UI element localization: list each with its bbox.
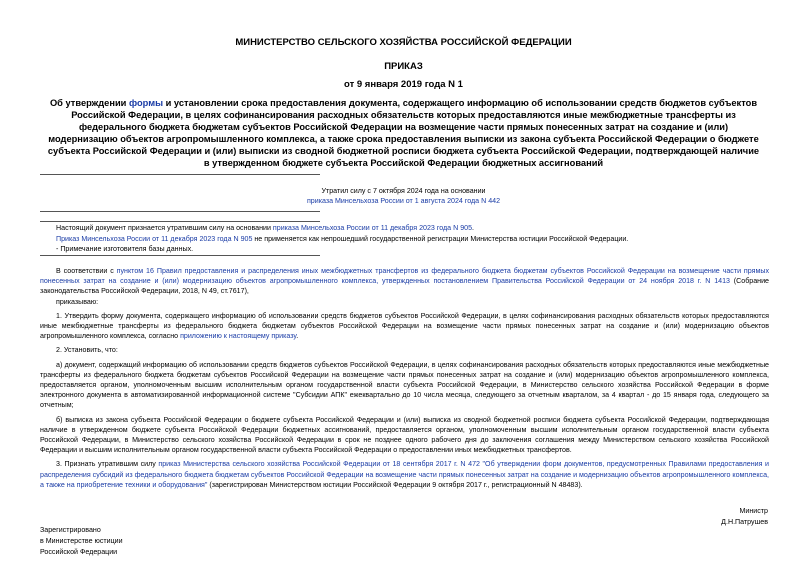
body-text: (зарегистрирован Министерством юстиции Российской Федерации 9 октября 2017 г., регистрационный N 48483). xyxy=(207,480,583,489)
note-line-3: - Примечание изготовителя базы данных. xyxy=(56,245,194,253)
title-form-link[interactable]: формы xyxy=(128,98,164,108)
note-line-1 xyxy=(56,223,776,234)
order-body xyxy=(40,266,769,490)
body-text: 3. Признать утратившим силу xyxy=(56,460,159,469)
document-title xyxy=(45,98,762,169)
title-text-rest: и установлении срока предоставления документа, содержащего информацию об использовании средств бюджетов субъектов Российской Федерации, в целях софинансирования расходных обязательств которых предоставляются иные межбюджетные трансферты из федерального бюджета бюджетам субъектов Российской Федерации на возмещение части прямых понесенных затрат на создание и (или) модернизацию объектов агропромышленного комплекса, а также срока предоставления выписки из закона субъекта Российской Федерации о бюджете субъекта Российской Федерации и (или) выписки из сводной бюджетной росписи бюджета субъекта Российской Федерации, подтверждающей наличие в утвержденном бюджете субъекта Российской Федерации бюджетных ассигнований xyxy=(47,98,760,168)
appendix-link[interactable]: приложению к настоящему приказу xyxy=(180,332,297,341)
note-text: не применяется как непрошедший государственной регистрации Министерства юстиции Российской Федерации. xyxy=(252,235,629,243)
clause-2b: б) выписка из закона субъекта Российской Федерации о бюджете субъекта Российской Федерации и (или) выписка из сводной бюджетной росписи бюджета субъекта Российской Федерации, подтверждающая наличие в утвержденном бюджете субъекта Российской Федерации бюджетных ассигнований, предоставляется органом, уполномоченным высшим исполнительным органом государственной власти субъекта Российской Федерации, в Министерство сельского хозяйства Российской Федерации в срок не позднее одного рабочего дня до заключения соглашения между Министерством сельского хозяйства Российской Федерации и высшим исполнительным органом государственной власти субъекта Российской Федерации о предоставлении иных межбюджетных трансфертов. xyxy=(40,415,769,455)
clause-1 xyxy=(40,311,769,342)
signature-position: Министр xyxy=(739,507,768,515)
body-text: . xyxy=(296,332,299,341)
order-word: приказываю: xyxy=(56,297,99,306)
clause-2: 2. Установить, что: xyxy=(56,346,118,355)
body-text: 1. Утвердить форму документа, содержащего информацию об использовании средств бюджетов субъектов Российской Федерации, в целях софинансирования расходных обязательств которых предоставляются иные межбюджетные трансферты из федерального бюджета бюджетам субъектов Российской Федерации на возмещение части прямых понесенных затрат на создание и (или) модернизацию объектов агропромышленного комплекса, согласно xyxy=(40,311,769,341)
rules-point-16-link[interactable]: пунктом 16 Правил предоставления и распределения иных межбюджетных трансфертов из федерального бюджета бюджетам субъектов Российской Федерации на возмещение части прямых понесенных затрат на создание и (или) модернизацию объектов агропромышленного комплекса, утвержденных постановлением Правительства Российской Федерации от 24 ноября 2018 г. N 1413 xyxy=(40,267,770,286)
registration-line: Зарегистрировано xyxy=(40,526,101,534)
signature-name: Д.Н.Патрушев xyxy=(721,518,768,526)
separator-line xyxy=(40,174,320,175)
lost-force-notice xyxy=(40,186,767,206)
body-text: В соответствии с xyxy=(56,267,117,275)
note-order-905-link-2[interactable]: Приказ Минсельхоза России от 11 декабря 2023 года N 905 xyxy=(56,235,253,243)
document-type: ПРИКАЗ xyxy=(384,61,423,72)
document-date-number: от 9 января 2019 года N 1 xyxy=(344,79,463,90)
note-text: Настоящий документ признается утратившим силу на основании xyxy=(56,224,273,232)
note-text: . xyxy=(472,224,475,232)
lost-force-link[interactable]: приказа Минсельхоза России от 1 августа 2024 года N 442 xyxy=(306,197,501,205)
title-text-start: Об утверждении xyxy=(49,98,129,108)
lost-force-text: Утратил силу с 7 октября 2024 года на основании xyxy=(321,187,486,195)
signature-block xyxy=(721,506,768,528)
registration-line: в Министерстве юстиции xyxy=(40,537,123,545)
ministry-heading: МИНИСТЕРСТВО СЕЛЬСКОГО ХОЗЯЙСТВА РОССИЙСКОЙ ФЕДЕРАЦИИ xyxy=(235,37,572,48)
registration-block xyxy=(40,525,123,558)
note-order-905-link[interactable]: приказа Минсельхоза России от 11 декабря 2023 года N 905 xyxy=(272,224,473,232)
clause-3 xyxy=(40,459,769,490)
body-text: (Собрание законодательства Российской Федерации, 2018, N 49, ст.7617), xyxy=(40,277,769,296)
separator-line xyxy=(40,255,320,256)
separator-line xyxy=(40,221,320,222)
registration-line: Российской Федерации xyxy=(40,548,118,556)
preamble xyxy=(40,266,769,297)
order-472-link[interactable]: приказ Министерства сельского хозяйства Российской Федерации от 18 сентября 2017 г. N 472 "Об утверждении форм документов, предусмотренных Правилами предоставления и распределения субсидий из федерального бюджета бюджетам субъектов Российской Федерации на возмещение части прямых понесенных затрат на создание и модернизацию объектов агропромышленного комплекса, а также на приобретение техники и оборудования" xyxy=(40,460,769,489)
separator-line xyxy=(40,211,320,212)
clause-2a: а) документ, содержащий информацию об использовании средств бюджетов субъектов Российской Федерации, в целях софинансирования расходных обязательств которых предоставляются иные межбюджетные трансферты из федерального бюджета бюджетам субъектов Российской Федерации на возмещение части прямых понесенных затрат на создание и (или) модернизацию объектов агропромышленного комплекса, предоставляется органом, уполномоченным высшим исполнительным органом государственной власти субъекта Российской Федерации, в Министерство сельского хозяйства Российской Федерации в форме электронного документа в автоматизированной информационной системе "Субсидии АПК" ежеквартально до 10 числа месяца, следующего за отчетным кварталом, за 4 квартал - до 15 января года, следующего за отчетным; xyxy=(40,360,769,410)
